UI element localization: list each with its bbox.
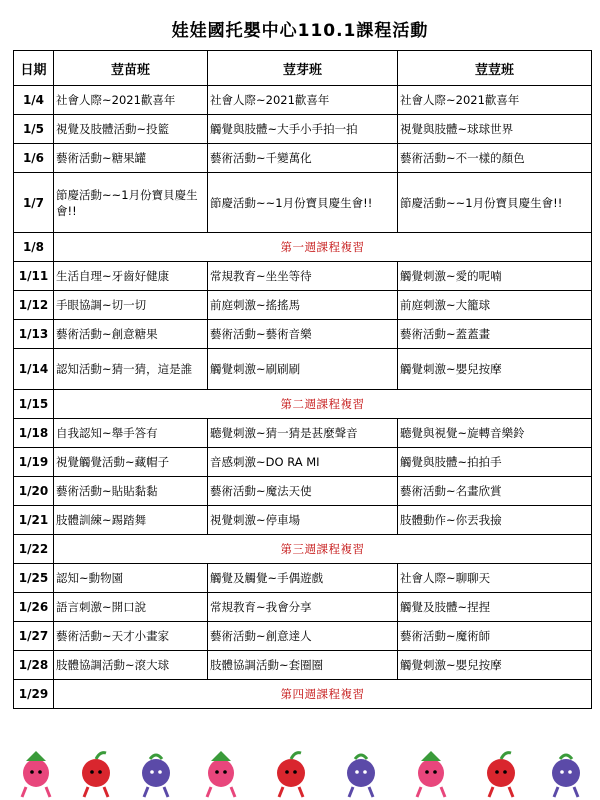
apple-character-icon xyxy=(487,753,515,797)
activity-cell-class-1: 藝術活動~創意糖果 xyxy=(54,320,208,349)
activity-cell-class-2: 前庭刺激~搖搖馬 xyxy=(208,291,398,320)
table-row xyxy=(14,477,592,506)
date-cell: 1/13 xyxy=(14,320,54,349)
weekly-review-cell: 第一週課程複習 xyxy=(54,233,592,262)
header-row xyxy=(14,51,592,86)
activity-cell-class-1: 認知~動物園 xyxy=(54,564,208,593)
activity-cell-class-3: 聽覺與視覺~旋轉音樂鈴 xyxy=(398,419,592,448)
activity-cell-class-2: 節慶活動~~1月份寶貝慶生會!! xyxy=(208,173,398,233)
activity-cell-class-1: 藝術活動~天才小畫家 xyxy=(54,622,208,651)
table-row xyxy=(14,651,592,680)
table-row xyxy=(14,291,592,320)
activity-cell-class-2: 藝術活動~藝術音樂 xyxy=(208,320,398,349)
activity-cell-class-3: 社會人際~聊聊天 xyxy=(398,564,592,593)
activity-cell-class-1: 藝術活動~糖果罐 xyxy=(54,144,208,173)
strawberry-character-icon xyxy=(22,751,50,797)
activity-cell-class-3: 藝術活動~蓋蓋畫 xyxy=(398,320,592,349)
table-row xyxy=(14,448,592,477)
date-cell: 1/21 xyxy=(14,506,54,535)
column-header-date: 日期 xyxy=(14,51,54,86)
table-row xyxy=(14,173,592,233)
activity-cell-class-2: 常規教育~坐坐等待 xyxy=(208,262,398,291)
grape-character-icon xyxy=(347,755,375,797)
activity-cell-class-1: 自我認知~舉手答有 xyxy=(54,419,208,448)
activity-cell-class-3: 社會人際~2021歡喜年 xyxy=(398,86,592,115)
table-row xyxy=(14,622,592,651)
activity-cell-class-2: 常規教育~我會分享 xyxy=(208,593,398,622)
table-row xyxy=(14,320,592,349)
page-title: 娃娃國托嬰中心110.1課程活動 xyxy=(171,21,429,41)
weekly-review-cell: 第四週課程複習 xyxy=(54,680,592,709)
activity-cell-class-1: 語言刺激~開口說 xyxy=(54,593,208,622)
date-cell: 1/5 xyxy=(14,115,54,144)
review-row xyxy=(14,233,592,262)
date-cell: 1/27 xyxy=(14,622,54,651)
table-row xyxy=(14,564,592,593)
date-cell: 1/7 xyxy=(14,173,54,233)
date-cell: 1/20 xyxy=(14,477,54,506)
date-cell: 1/15 xyxy=(14,390,54,419)
activity-cell-class-3: 藝術活動~名畫欣賞 xyxy=(398,477,592,506)
date-cell: 1/28 xyxy=(14,651,54,680)
activity-cell-class-3: 觸覺刺激~嬰兒按摩 xyxy=(398,651,592,680)
activity-cell-class-2: 藝術活動~創意達人 xyxy=(208,622,398,651)
table-row xyxy=(14,262,592,291)
table-row xyxy=(14,593,592,622)
activity-cell-class-2: 觸覺及觸覺~手偶遊戲 xyxy=(208,564,398,593)
column-header-class-3: 荳荳班 xyxy=(398,51,592,86)
activity-cell-class-2: 觸覺與肢體~大手小手拍一拍 xyxy=(208,115,398,144)
table-row xyxy=(14,144,592,173)
grape-character-icon xyxy=(552,755,580,797)
activity-cell-class-1: 生活自理~牙齒好健康 xyxy=(54,262,208,291)
activity-cell-class-3: 視覺與肢體~球球世界 xyxy=(398,115,592,144)
activity-cell-class-2: 藝術活動~魔法天使 xyxy=(208,477,398,506)
review-row xyxy=(14,535,592,564)
date-cell: 1/14 xyxy=(14,349,54,390)
activity-cell-class-3: 前庭刺激~大籠球 xyxy=(398,291,592,320)
date-cell: 1/25 xyxy=(14,564,54,593)
activity-cell-class-2: 音感刺激~DO RA MI xyxy=(208,448,398,477)
date-cell: 1/6 xyxy=(14,144,54,173)
date-cell: 1/26 xyxy=(14,593,54,622)
activity-cell-class-3: 肢體動作~你丟我撿 xyxy=(398,506,592,535)
date-cell: 1/12 xyxy=(14,291,54,320)
activity-cell-class-2: 藝術活動~千變萬化 xyxy=(208,144,398,173)
activity-cell-class-1: 認知活動~猜一猜，這是誰 xyxy=(54,349,208,390)
activity-cell-class-3: 觸覺及肢體~捏捏 xyxy=(398,593,592,622)
date-cell: 1/29 xyxy=(14,680,54,709)
column-header-class-1: 荳苗班 xyxy=(54,51,208,86)
date-cell: 1/19 xyxy=(14,448,54,477)
strawberry-character-icon xyxy=(207,751,235,797)
table-row xyxy=(14,506,592,535)
date-cell: 1/11 xyxy=(14,262,54,291)
activity-cell-class-2: 肢體協調活動~套圈圈 xyxy=(208,651,398,680)
date-cell: 1/4 xyxy=(14,86,54,115)
weekly-review-cell: 第二週課程複習 xyxy=(54,390,592,419)
activity-cell-class-3: 觸覺刺激~愛的呢喃 xyxy=(398,262,592,291)
activity-cell-class-3: 藝術活動~魔術師 xyxy=(398,622,592,651)
activity-cell-class-3: 觸覺與肢體~拍拍手 xyxy=(398,448,592,477)
activity-cell-class-1: 肢體協調活動~滾大球 xyxy=(54,651,208,680)
activity-cell-class-2: 社會人際~2021歡喜年 xyxy=(208,86,398,115)
review-row xyxy=(14,390,592,419)
grape-character-icon xyxy=(142,755,170,797)
activity-cell-class-1: 社會人際~2021歡喜年 xyxy=(54,86,208,115)
activity-cell-class-1: 節慶活動~~1月份寶貝慶生會!! xyxy=(54,173,208,233)
activity-cell-class-1: 藝術活動~貼貼黏黏 xyxy=(54,477,208,506)
activity-cell-class-3: 觸覺刺激~嬰兒按摩 xyxy=(398,349,592,390)
apple-character-icon xyxy=(277,753,305,797)
apple-character-icon xyxy=(82,753,110,797)
activity-cell-class-1: 視覺及肢體活動~投籃 xyxy=(54,115,208,144)
table-row xyxy=(14,419,592,448)
activity-cell-class-2: 觸覺刺激~刷刷刷 xyxy=(208,349,398,390)
weekly-review-cell: 第三週課程複習 xyxy=(54,535,592,564)
schedule-body xyxy=(14,86,592,709)
fruit-character-border xyxy=(0,745,600,800)
schedule-table xyxy=(13,50,592,709)
activity-cell-class-2: 視覺刺激~停車場 xyxy=(208,506,398,535)
table-row xyxy=(14,86,592,115)
date-cell: 1/18 xyxy=(14,419,54,448)
table-row xyxy=(14,115,592,144)
activity-cell-class-2: 聽覺刺激~猜一猜是甚麼聲音 xyxy=(208,419,398,448)
table-row xyxy=(14,349,592,390)
date-cell: 1/8 xyxy=(14,233,54,262)
activity-cell-class-3: 節慶活動~~1月份寶貝慶生會!! xyxy=(398,173,592,233)
activity-cell-class-1: 手眼協調~切一切 xyxy=(54,291,208,320)
column-header-class-2: 荳芽班 xyxy=(208,51,398,86)
strawberry-character-icon xyxy=(417,751,445,797)
activity-cell-class-1: 視覺觸覺活動~藏帽子 xyxy=(54,448,208,477)
activity-cell-class-1: 肢體訓練~踢踏舞 xyxy=(54,506,208,535)
activity-cell-class-3: 藝術活動~不一樣的顏色 xyxy=(398,144,592,173)
date-cell: 1/22 xyxy=(14,535,54,564)
review-row xyxy=(14,680,592,709)
